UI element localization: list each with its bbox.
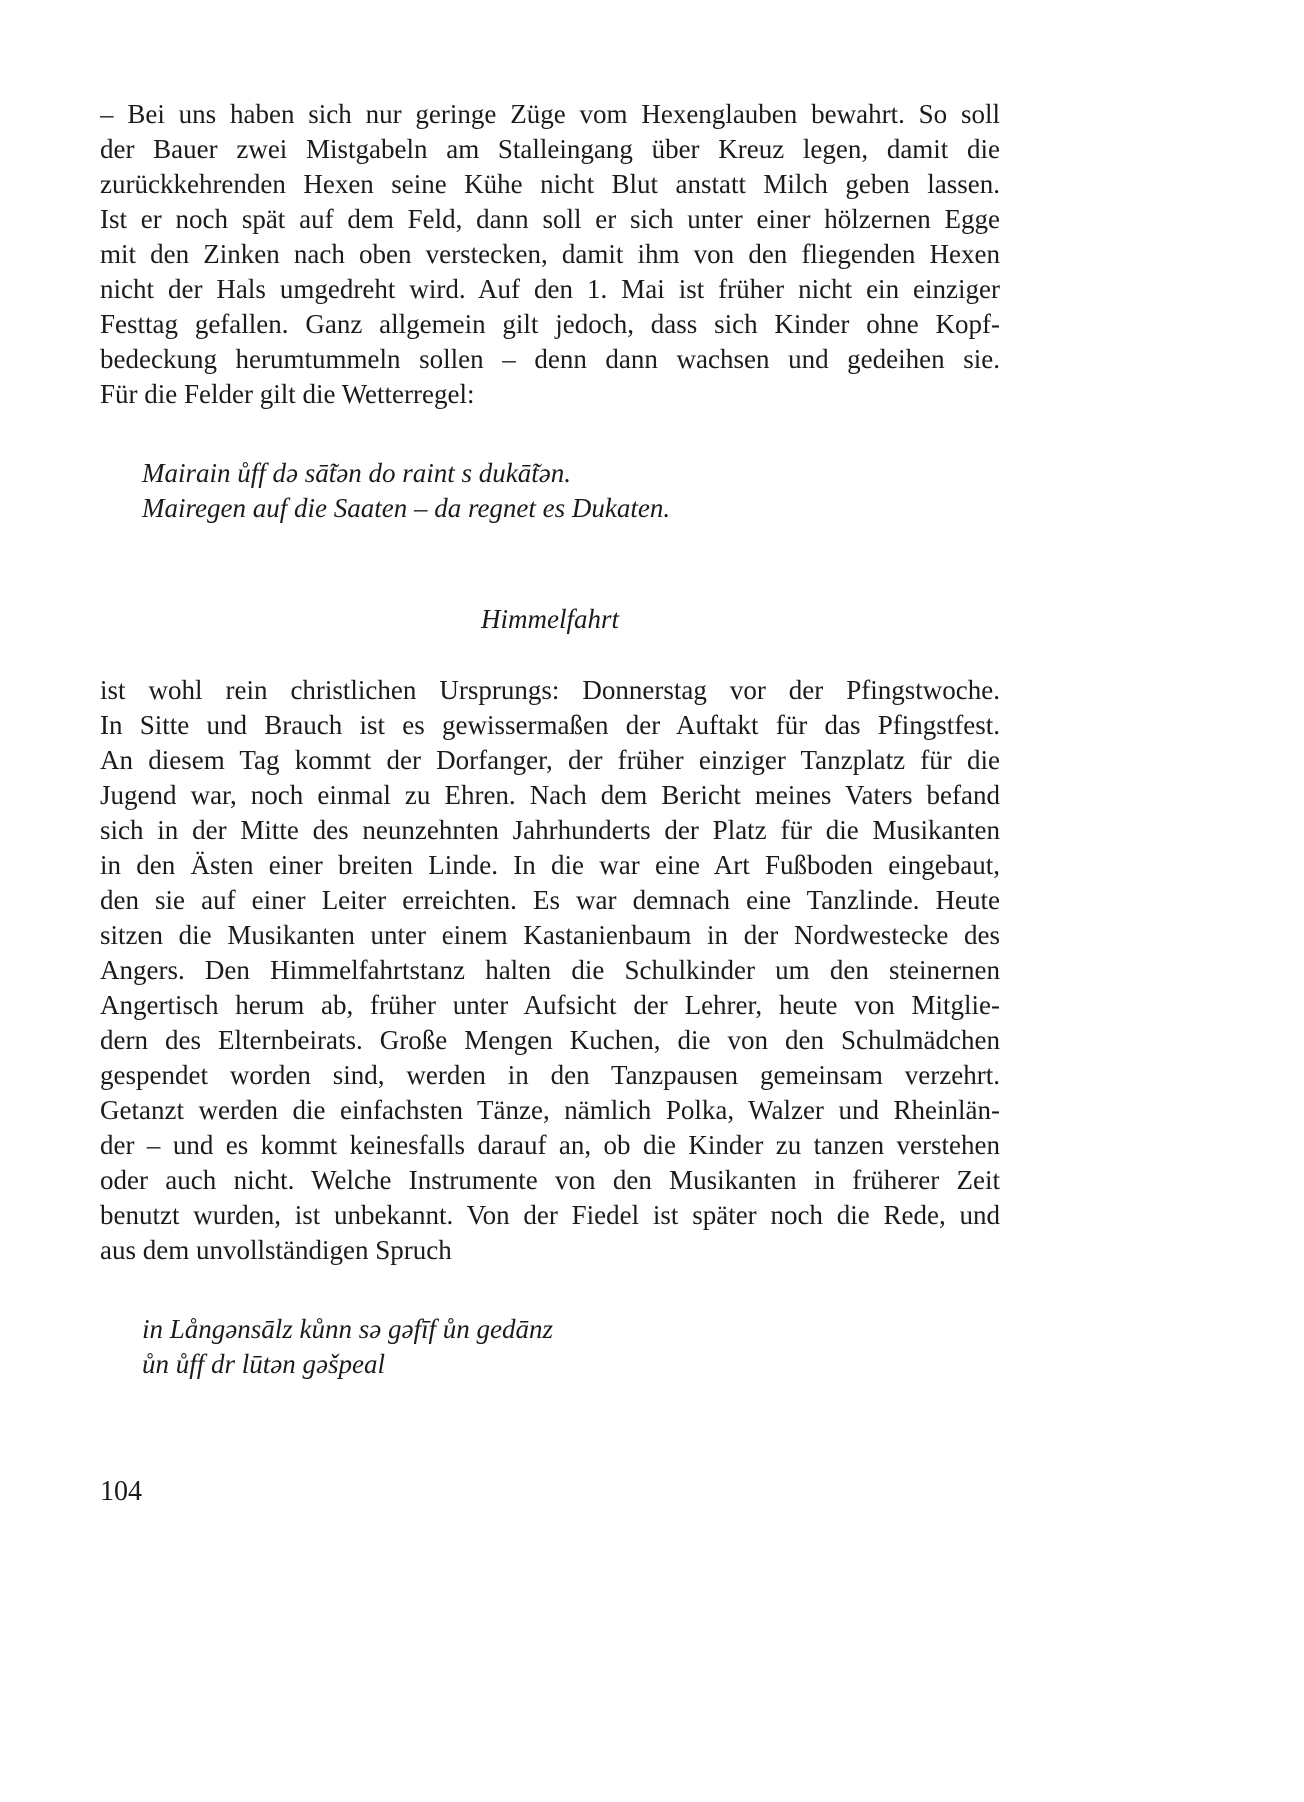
text-line: benutzt wurden, ist unbekannt. Von der Fiedel ist später noch die Rede, und [100, 1200, 1000, 1230]
dialect-verse-mairegen [142, 456, 1000, 526]
text-line: oder auch nicht. Welche Instrumente von den Musikanten in früherer Zeit [100, 1165, 1000, 1195]
text-line: Getanzt werden die einfachsten Tänze, nämlich Polka, Walzer und Rheinlän- [100, 1095, 1000, 1125]
text-line: – Bei uns haben sich nur geringe Züge vom Hexenglauben bewahrt. So soll [100, 99, 1000, 129]
text-line: Jugend war, noch einmal zu Ehren. Nach dem Bericht meines Vaters befand [100, 780, 1000, 810]
text-line: An diesem Tag kommt der Dorfanger, der früher einziger Tanzplatz für die [100, 745, 1000, 775]
text-line: zurückkehrenden Hexen seine Kühe nicht Blut anstatt Milch geben lassen. [100, 169, 1000, 199]
paragraph-hexenglauben [100, 97, 1000, 412]
page-text-block [100, 97, 1000, 1509]
text-line: Festtag gefallen. Ganz allgemein gilt jedoch, dass sich Kinder ohne Kopf- [100, 309, 1000, 339]
text-line: Mairain ůff də sā̃tən do raint s dukā̃tən. [142, 458, 571, 488]
dialect-verse-langensalza [142, 1312, 1000, 1382]
text-line: der Bauer zwei Mistgabeln am Stalleingang über Kreuz legen, damit die [100, 134, 1000, 164]
text-line: Für die Felder gilt die Wetterregel: [100, 379, 475, 409]
text-line: der – und es kommt keinesfalls darauf an, ob die Kinder zu tanzen verstehen [100, 1130, 1000, 1160]
text-line: bedeckung herumtummeln sollen – denn dann wachsen und gedeihen sie. [100, 344, 1000, 374]
text-line: mit den Zinken nach oben verstecken, damit ihm von den fliegenden Hexen [100, 239, 1000, 269]
text-line: den sie auf einer Leiter erreichten. Es war demnach eine Tanzlinde. Heute [100, 885, 1000, 915]
text-line: gespendet worden sind, werden in den Tanzpausen gemeinsam verzehrt. [100, 1060, 1000, 1090]
text-line: ist wohl rein christlichen Ursprungs: Donnerstag vor der Pfingstwoche. [100, 675, 1000, 705]
text-line: sich in der Mitte des neunzehnten Jahrhunderts der Platz für die Musikanten [100, 815, 1000, 845]
text-line: in den Ästen einer breiten Linde. In die war eine Art Fußboden eingebaut, [100, 850, 1000, 880]
text-line: nicht der Hals umgedreht wird. Auf den 1. Mai ist früher nicht ein einziger [100, 274, 1000, 304]
text-line: aus dem unvollständigen Spruch [100, 1235, 452, 1265]
text-line: Ist er noch spät auf dem Feld, dann soll er sich unter einer hölzernen Egge [100, 204, 1000, 234]
text-line: in Långənsālz kůnn sə gəfīf ůn gedānz [142, 1314, 553, 1344]
text-line: Angers. Den Himmelfahrtstanz halten die Schulkinder um den steinernen [100, 955, 1000, 985]
page-number: 104 [100, 1476, 142, 1507]
text-line: In Sitte und Brauch ist es gewissermaßen der Auftakt für das Pfingstfest. [100, 710, 1000, 740]
text-line: dern des Elternbeirats. Große Mengen Kuchen, die von den Schulmädchen [100, 1025, 1000, 1055]
text-line: Angertisch herum ab, früher unter Aufsicht der Lehrer, heute von Mitglie- [100, 990, 1000, 1020]
paragraph-himmelfahrt [100, 673, 1000, 1268]
text-line: sitzen die Musikanten unter einem Kastanienbaum in der Nordwestecke des [100, 920, 1000, 950]
text-line: Mairegen auf die Saaten – da regnet es Dukaten. [142, 493, 671, 523]
text-line: ůn ůff dr lūtən gəšpeal [142, 1349, 385, 1379]
section-heading-himmelfahrt: Himmelfahrt [481, 604, 619, 634]
